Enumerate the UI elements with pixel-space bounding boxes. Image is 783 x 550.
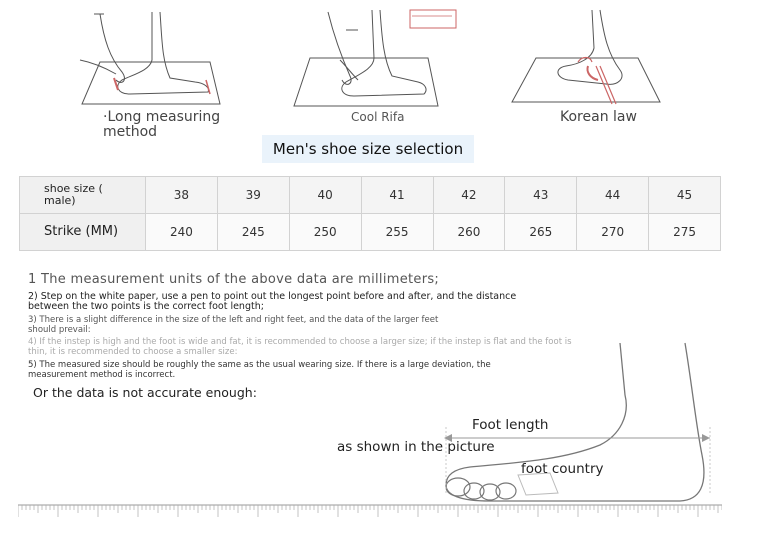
note-2: 2) Step on the white paper, use a pen to point out the longest point before and after, and the distance between the two points is the correct foot length; — [28, 291, 517, 312]
mm-cell: 265 — [505, 214, 577, 251]
mm-cell: 250 — [289, 214, 361, 251]
size-cell: 43 — [505, 177, 577, 214]
note-5: 5) The measured size should be roughly the same as the usual wearing size. If there is a large deviation, the measurement method is incorrect. — [28, 360, 491, 380]
long-measuring-illustration — [70, 0, 240, 115]
caption-cool-rifa: Cool Rifa — [351, 110, 405, 124]
mm-cell: 260 — [433, 214, 505, 251]
mm-cell: 255 — [361, 214, 433, 251]
size-cell: 42 — [433, 177, 505, 214]
row-label-strike: Strike (MM) — [20, 214, 146, 251]
korean-law-illustration — [508, 0, 678, 115]
size-cell: 40 — [289, 177, 361, 214]
ruler — [18, 504, 722, 518]
size-cell: 41 — [361, 177, 433, 214]
size-cell: 45 — [649, 177, 721, 214]
mm-cell: 240 — [146, 214, 218, 251]
size-table — [19, 176, 721, 251]
foot-country-label: foot country — [521, 461, 604, 477]
cool-rifa-illustration — [288, 0, 458, 115]
mm-cell: 275 — [649, 214, 721, 251]
mm-cell: 245 — [217, 214, 289, 251]
size-cell: 39 — [217, 177, 289, 214]
caption-long-measuring: ·Long measuring method — [103, 109, 221, 140]
caption-korean-law: Korean law — [560, 109, 637, 125]
row-label-shoe-size: shoe size ( male) — [20, 177, 146, 214]
foot-length-label: Foot length — [472, 417, 549, 433]
as-shown-label: as shown in the picture — [337, 439, 495, 455]
size-cell: 38 — [146, 177, 218, 214]
table-row — [20, 177, 721, 214]
note-6: Or the data is not accurate enough: — [33, 385, 257, 400]
table-row — [20, 214, 721, 251]
note-4: 4) If the instep is high and the foot is wide and fat, it is recommended to choose a larger size; if the instep is flat and the foot is thin, it is recommended to choose a smaller size: — [28, 337, 572, 357]
mm-cell: 270 — [577, 214, 649, 251]
note-1: 1 The measurement units of the above data are millimeters; — [28, 272, 440, 287]
page-title: Men's shoe size selection — [262, 135, 474, 163]
size-cell: 44 — [577, 177, 649, 214]
note-3: 3) There is a slight difference in the size of the left and right feet, and the data of the larger feet should prevail: — [28, 315, 439, 335]
